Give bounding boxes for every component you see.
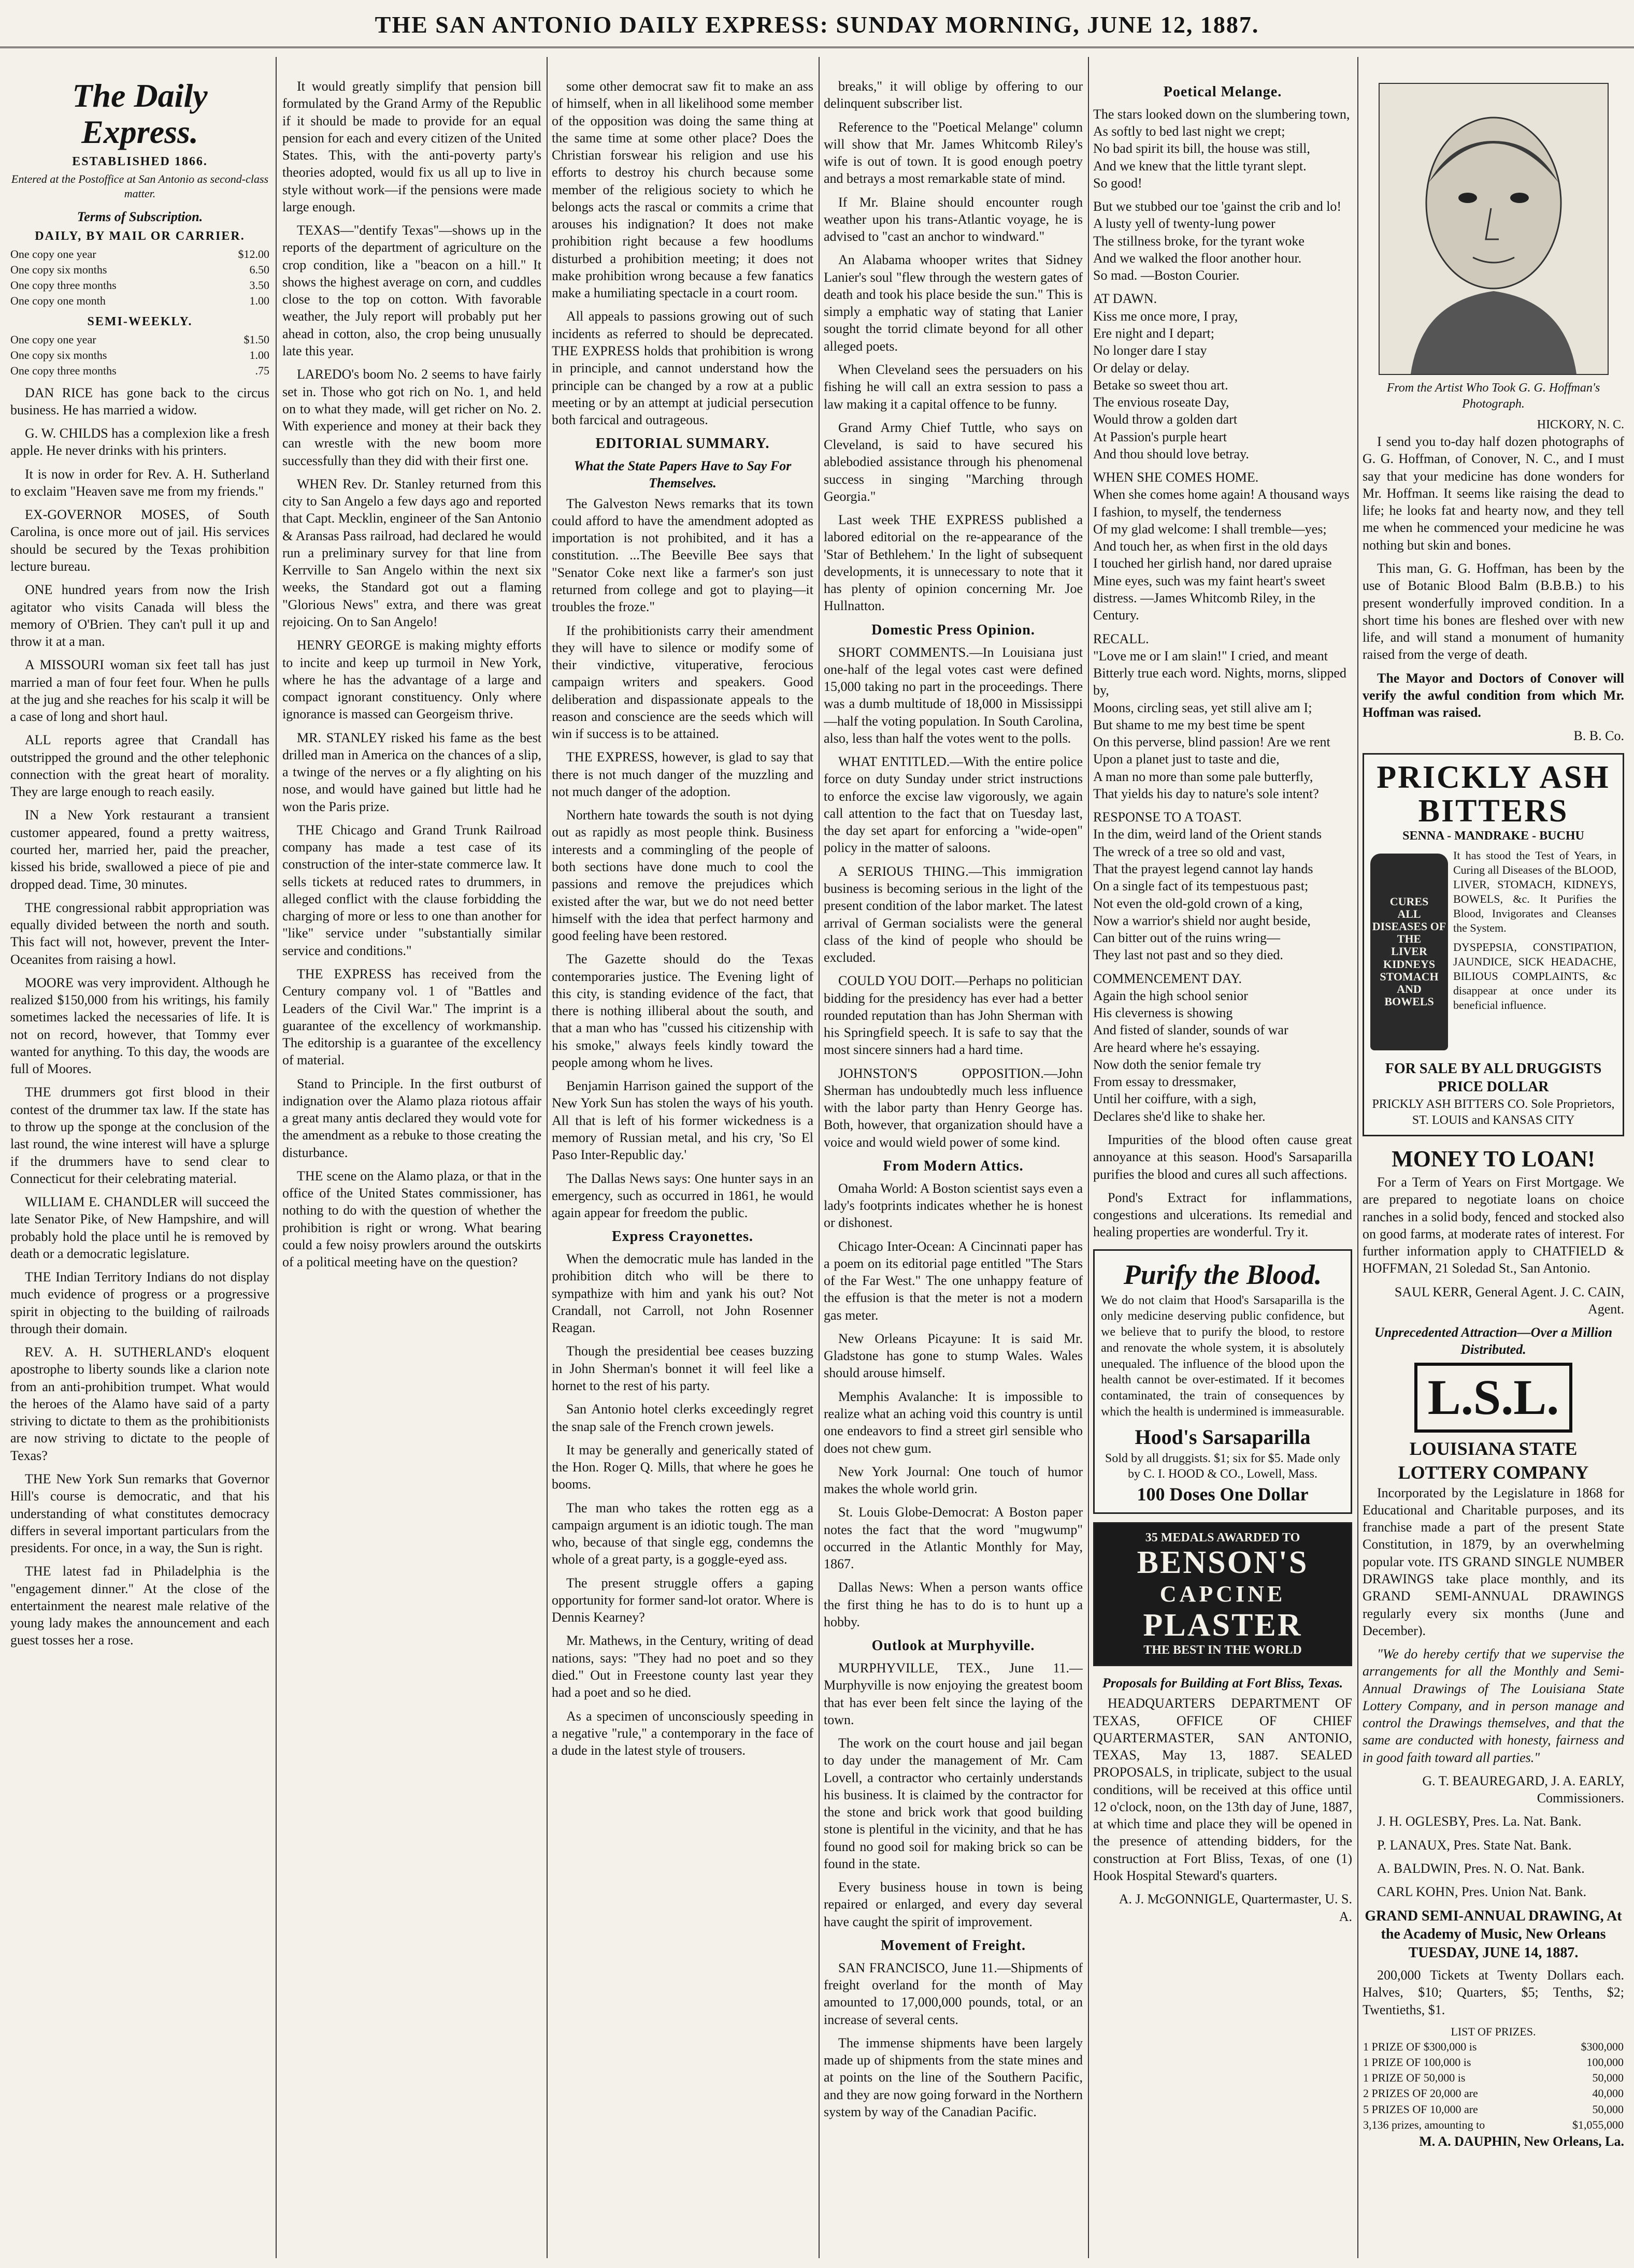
press-opinion-paragraphs [824,644,1083,1151]
rate-row [10,332,269,348]
lottery-drawing: GRAND SEMI-ANNUAL DRAWING, At the Academy of Music, New Orleans TUESDAY, JUNE 14, 1887. [1365,1908,1622,1961]
rate-row [10,348,269,363]
cures-line: KIDNEYS [1383,957,1436,971]
paragraph: THE latest fad in Philadelphia is the "engagement dinner." At the close of the entertainment the nearest male relative of the young lady makes the announcement and each guest tosses her a rose. [10,1564,269,1648]
poems [1093,106,1352,1125]
mayor-notice: The Mayor and Doctors of Conover will verify the awful condition from which Mr. Hoffman was raised. [1363,670,1624,720]
paragraph: This man, G. G. Hoffman, has been by the use of Botanic Blood Balm (B.B.B.) to his present wonderfully improved condition. In a short time his bones are fleshed over with new life, and will stand a monument of humanity raised from the verge of death. [1363,561,1624,662]
paragraph: THE Indian Territory Indians do not display much evidence of progress or a progressive spirit in objecting to the building of railroads through their domain. [10,1269,269,1336]
prize-label: 1 PRIZE OF 50,000 is [1363,2071,1466,2085]
paragraph: COULD YOU DOIT.—Perhaps no politician bidding for the presidency has ever had a better rounded reputation than has John Sherman with his Springfield speech. It is safe to say that the most sincere sinners had a hard time. [824,973,1083,1058]
rate-row [10,262,269,278]
prizes-heading: LIST OF PRIZES. [1451,2025,1536,2038]
rate-amount: $12.00 [238,247,269,261]
hoods-notice: Impurities of the blood often cause great annoyance at this season. Hood's Sarsaparilla purifies the blood and cures all such affections. [1093,1132,1352,1182]
lottery-title: LOUISIANA STATE LOTTERY COMPANY [1398,1438,1589,1483]
lottery-address: M. A. DAUPHIN, New Orleans, La. [1419,2133,1624,2149]
cures-line: ALL DISEASES OF THE [1372,907,1446,946]
paragraph: REV. A. H. SUTHERLAND's eloquent apostrophe to liberty sounds like a clarion note from an anti-prohibition trumpet. What would the heroes of the Alamo have said of a party striving to dictate to them as the prohibitionists are now striving to dictate to the people of Texas? [10,1345,269,1463]
paragraph: The Gazette should do the Texas contemporaries justice. The Evening light of this city, is standing evidence of the fact, that there is nothing illiberal about the south, and that a man who has "cussed his citizenship with his smoke," always feels kindly toward the people among whom he lives. [552,951,813,1070]
bensons-name: BENSON'S [1137,1544,1309,1580]
prickly-body-row [1370,848,1616,1056]
prickly-price: PRICE DOLLAR [1438,1079,1549,1095]
rate-label: One copy six months [10,349,107,362]
prickly-forsale: FOR SALE BY ALL DRUGGISTS [1385,1060,1602,1077]
modern-attics-paragraphs [824,1180,1083,1630]
paragraph: Memphis Avalanche: It is impossible to realize what an aching void this country is until one endeavors to find a street girl sensible who does not chew gum. [824,1389,1083,1456]
paragraph: WHEN SHE COMES HOME. When she comes home again! A thousand ways I fashion, to myself, the tenderness Of my glad welcome: I shall tremble—yes; And touch her, as when first in the old days I touched her girlish hand, nor dared upraise Mine eyes, such was my faint heart's sweet distress. —James Whitcomb Riley, in the Century. [1093,470,1350,623]
paragraph: Omaha World: A Boston scientist says even a lady's footprints indicates whether he is honest or dishonest. [824,1180,1083,1231]
paragraph: ALL reports agree that Crandall has outstripped the ground and the other telephonic connection with the great heart of morality. They are large enough to reach easily. [10,732,269,800]
paragraph: HENRY GEORGE is making mighty efforts to incite and keep up turmoil in New York, where he has the advantage of a large and compact ignorant constituency. Only where ignorance is massed can Georgeism thrive. [282,638,541,722]
purify-sold: Sold by all druggists. $1; six for $5. Made only by C. I. HOOD & CO., Lowell, Mass. [1105,1451,1340,1481]
paragraph: Dallas News: When a person wants office the first thing he has to do is to hunt up a hobby. [824,1580,1083,1629]
column-1-paragraphs [10,384,269,1649]
weekly-rates-table [10,332,269,379]
prize-amount: $1,055,000 [1572,2118,1624,2131]
portrait-illustration [1379,83,1609,375]
weekly-heading: SEMI-WEEKLY. [87,315,193,329]
dateline: HICKORY, N. C. [1537,418,1624,432]
modern-attics-heading: From Modern Attics. [883,1158,1024,1174]
paragraph: The immense shipments have been largely made up of shipments from the state mines and at points on the line of the Southern Pacific, and they are now going forward in the Northern system by way of the Canadian Pacific. [824,2035,1083,2119]
lottery-tickets: 200,000 Tickets at Twenty Dollars each. Halves, $10; Quarters, $5; Tenths, $2; Twentieths, $1. [1363,1968,1624,2017]
prize-label: 3,136 prizes, amounting to [1363,2118,1485,2131]
column-6 [1363,78,1624,2253]
paragraph: The Galveston News remarks that its town could afford to have the amendment adopted as importation is not prohibited, and it has a constitution. ...The Beeville Bee says that "Senator Coke next like a farmer's son just returned from college and got to playing—it troubles the froze." [552,496,813,615]
column-rule [276,57,277,2258]
prickly-text [1453,848,1616,1013]
paragraph: G. W. CHILDS has a complexion like a fresh apple. He never drinks with his printers. [10,426,269,458]
paragraph: Benjamin Harrison gained the support of the New York Sun has stolen the ways of his youth. All that is left of his former wickedness is a memory of Russian metal, and his cry, 'So El Paso Inter-Republic day.' [552,1078,813,1163]
paragraph: If the prohibitionists carry their amendment they will have to silence or modify some of their vindictive, vituperative, ferocious campaign writers and speakers. Good deliberation and dispassionate appeals to the reason and conscience are the seeds which will win if success is to be attained. [552,623,813,742]
rate-amount: 1.00 [249,294,269,308]
lottery-commissioners: G. T. BEAUREGARD, J. A. EARLY, Commissioners. [1422,1773,1624,1806]
proposals-heading: Proposals for Building at Fort Bliss, Texas. [1102,1675,1343,1691]
prickly-sub: SENNA - MANDRAKE - BUCHU [1402,829,1584,843]
paragraph: As a specimen of unconsciously speeding in a negative "rule," a contemporary in the face of a dude in the latest style of trousers. [552,1708,813,1758]
rates-heading: DAILY, BY MAIL OR CARRIER. [35,229,245,243]
paragraph: The Dallas News says: One hunter says in an emergency, such as occurred in 1861, he would again appear for freedom the public. [552,1171,813,1221]
prize-amount: 50,000 [1592,2071,1624,2085]
daily-rates-table [10,247,269,309]
paragraph: WHAT ENTITLED.—With the entire police force on duty Sunday under strict instructions to enforce the excise law vigorously, we again call attention to the fact that on Tuesday last, the day set apart for enforcing a "wide-open" policy in the matter of saloons. [824,754,1083,856]
column-3 [552,78,813,2253]
bottle-icon [1370,854,1448,1050]
paragraph: The stars looked down on the slumbering town, As softly to bed last night we crept; No bad spirit its bill, the house was still, And we knew that the little tyrant slept. So good! [1093,106,1350,191]
paragraph: LAREDO's boom No. 2 seems to have fairly set in. Those who got rich on No. 1, and held on to what they made, will get richer on No. 2. With experience and money at their back they can wrestle with the new boom more successfully than they did with their first one. [282,367,541,468]
paragraph: THE scene on the Alamo plaza, or that in the office of the United States commissioner, has nothing to do with the question of whether the prohibition is right or wrong. What bearing could a few noisy prowlers around the outskirts of a political meeting have on the question? [282,1168,541,1270]
freight-paragraphs [824,1959,1083,2120]
prize-label: 1 PRIZE OF $300,000 is [1363,2040,1477,2053]
paragraph: It would greatly simplify that pension bill formulated by the Grand Army of the Republic if it should be made to provide for an equal pension for each and every citizen of the United States. This, with the anti-poverty party's theories adopted, would fix us all up to live in style without work—if the pensions were made large enough. [282,79,541,214]
press-opinion-heading: Domestic Press Opinion. [871,622,1035,638]
prize-row [1363,2070,1624,2086]
editorial-summary-subheading: What the State Papers Have to Say For Themselves. [574,458,792,491]
paragraph: THE drummers got first blood in their contest of the drummer tax law. If the state has to throw up the sponge at the conclusion of the last round, the wine interest will have a splurge if the drummers have to send clear to Connecticut for their celebrating material. [10,1085,269,1186]
paragraph: THE EXPRESS has received from the Century company vol. 1 of "Battles and Leaders of the Civil War." The imprint is a guarantee of the excellency of workmanship. The editorship is a guarantee of the excellency of material. [282,966,541,1068]
paragraph: San Antonio hotel clerks exceedingly regret the snap sale of the French crown jewels. [552,1402,813,1434]
column-rule [1357,57,1358,2258]
prize-amount: 40,000 [1592,2087,1624,2100]
prickly-body: It has stood the Test of Years, in Curing all Diseases of the BLOOD, LIVER, STOMACH, KIDNEYS, BOWELS, &c. It Purifies the Blood, Invigorates and Cleanses the System. [1453,848,1616,935]
mayor-sign: B. B. Co. [1573,728,1624,744]
editorial-summary-heading: EDITORIAL SUMMARY. [595,436,770,452]
prizes-table [1363,2039,1624,2133]
paragraph: The present struggle offers a gaping opportunity for former sand-lot orator. Where is Dennis Kearney? [552,1575,813,1625]
masthead: THE SAN ANTONIO DAILY EXPRESS: SUNDAY MORNING, JUNE 12, 1887. [0,0,1634,48]
paragraph: Last week THE EXPRESS published a labored editorial on the re-appearance of the 'Star of Bethlehem.' In the light of subsequent developments, it is unnecessary to note that it has plenty of opinion concerning Mr. Joe Hullnatton. [824,512,1083,614]
paragraph: When the democratic mule has landed in the prohibition ditch who will be there to sympathize with him and yank his out? Not Crandall, not Carroll, not John Rosenner Reagan. [552,1251,813,1336]
prize-label: 1 PRIZE OF 100,000 is [1363,2056,1471,2069]
ponds-notice: Pond's Extract for inflammations, congestions and ulcerations. Its remedial and healing properties are wonderful. Try it. [1093,1190,1352,1240]
paragraph: New York Journal: One touch of humor makes the whole world grin. [824,1464,1083,1497]
prize-label: 2 PRIZES OF 20,000 are [1363,2087,1478,2100]
proposals-signature: A. J. McGONNIGLE, Quartermaster, U. S. A. [1119,1891,1352,1924]
cures-line: LIVER [1391,945,1427,958]
paragraph: THE New York Sun remarks that Governor Hill's course is democratic, and that his understanding of what constitutes democracy differs in several important particulars from the presidents. For once, in a way, the Sun is right. [10,1471,269,1556]
prize-row [1363,2086,1624,2101]
paragraph: It may be generally and generically stated of the Hon. Roger Q. Mills, that where he goes he booms. [552,1442,813,1492]
bottle-label [1370,895,1448,1008]
column-5 [1093,78,1352,2253]
paragraph: THE congressional rabbit appropriation was equally divided between the north and south. This fact will not, however, prevent the Inter-Oceanites from raising a howl. [10,900,269,967]
prize-row [1363,2117,1624,2133]
hoffman-paragraphs [1363,433,1624,663]
rate-row [10,278,269,293]
paragraph: All appeals to passions growing out of such incidents as referred to should be deprecated. THE EXPRESS holds that prohibition is wrong in principle, and cannot understand how the principle can be changed by a row at a public meeting or by an attempt at judicial persecution both farcical and outrageous. [552,309,813,428]
proposals-body: HEADQUARTERS DEPARTMENT OF TEXAS, OFFICE OF CHIEF QUARTERMASTER, SAN ANTONIO, TEXAS, May 13, 1887. SEALED PROPOSALS, in triplicate, subject to the usual conditions, will be received at this office until 12 o'clock, noon, on the 13th day of June, 1887, at which time and place they will be opened in the presence of attending bidders, for the construction at Fort Bliss, Texas, of one (1) Hook Hospital Steward's quarters. [1093,1696,1352,1883]
prize-label: 5 PRIZES OF 10,000 are [1363,2102,1478,2116]
column-2 [282,78,541,2253]
paragraph: COMMENCEMENT DAY. Again the high school senior His cleverness is showing And fisted of slander, sounds of war Are heard where he's essaying. Now doth the senior female try From essay to dressmaker, Until her coiffure, with a sigh, Declares she'd like to shake her. [1093,971,1288,1124]
paragraph: some other democrat saw fit to make an ass of himself, when in all likelihood some member of the opposition was doing the same thing at the same time at some other place? Does the Christian forswear his religion and use his efforts to destroy his church because some member of the religious society to which he belongs acts the rascal or commits a crime that arouses his indignation? It does not make prohibition right because a few hoodlums disturbed a prohibition meeting; it does not make prohibition wrong because a few fanatics make a humiliating spectacle in a court room. [552,79,813,301]
rate-label: One copy one year [10,247,96,261]
paragraph: AT DAWN. Kiss me once more, I pray, Ere night and I depart; No longer dare I stay Or delay or delay. Betake so sweet thou art. The envious roseate Day, Would throw a golden dart At Passion's purple heart And thou should love betray. [1093,291,1249,461]
lottery-head: Unprecedented Attraction—Over a Million Distributed. [1374,1325,1613,1357]
bensons-best: THE BEST IN THE WORLD [1143,1643,1302,1657]
purify-blood-ad [1093,1249,1352,1514]
rate-row [10,363,269,379]
paragraph: A. BALDWIN, Pres. N. O. Nat. Bank. [1377,1860,1585,1876]
lottery-body: Incorporated by the Legislature in 1868 for Educational and Charitable purposes, and its franchise made a part of the present State Constitution, in 1879, by an overwhelming popular vote. ITS GRAND SINGLE NUMBER DRAWINGS take place monthly, and its GRAND SEMI-ANNUAL DRAWINGS regularly every six months (June and December). [1363,1485,1624,1638]
paragraph: RESPONSE TO A TOAST. In the dim, weird land of the Orient stands The wreck of a tree so old and vast, That the prayest legend cannot lay hands On a single fact of its tempestuous past; Not even the old-gold crown of a king, Now a warrior's shield nor aught beside, Can bitter out of the ruins wring— They last not past and so they died. [1093,810,1322,963]
paragraph: MURPHYVILLE, TEX., June 11.—Murphyville is now enjoying the greatest boom that has ever been felt since the laying of the town. [824,1660,1083,1727]
bensons-plaster: PLASTER [1143,1608,1302,1643]
money-sign: SAUL KERR, General Agent. J. C. CAIN, Agent. [1394,1284,1624,1317]
freight-heading: Movement of Freight. [881,1937,1026,1954]
paragraph: SHORT COMMENTS.—In Louisiana just one-half of the legal votes cast were defined 15,000 taking no part in the proceedings. There was a dumb multitude of 18,000 in Mississippi—half the voting population. In South Carolina, also, less than half the votes went to the polls. [824,644,1083,746]
terms-heading: Terms of Subscription. [77,209,203,224]
paragraph: TEXAS—"dentify Texas"—shows up in the reports of the department of agriculture on the crop condition, like a "beacon on a hill." It shows the highest average on corn, and cuddles close to the top on cotton. With favorable weather, the July report will probably put her ahead in cotton, also, the crop being unusually late this year. [282,223,541,358]
established-line: ESTABLISHED 1866. [72,154,208,168]
rate-label: One copy one month [10,294,106,308]
prickly-maker: PRICKLY ASH BITTERS CO. Sole Proprietors, ST. LOUIS and KANSAS CITY [1372,1097,1615,1127]
column-3-paragraphs [552,78,813,428]
paragraph: Reference to the "Poetical Melange" column will show that Mr. James Whitcomb Riley's wife is out of town. It is good enough poetry and betrays a most remarkable state of mind. [824,119,1083,186]
rate-label: One copy three months [10,279,117,292]
paragraph: P. LANAUX, Pres. State Nat. Bank. [1377,1837,1572,1853]
paragraph: breaks," it will oblige by offering to our delinquent subscriber list. [824,79,1083,111]
paragraph: J. H. OGLESBY, Pres. La. Nat. Bank. [1377,1814,1582,1829]
rate-row [10,247,269,262]
nameplate: The Daily Express. [72,78,208,151]
paragraph: St. Louis Globe-Democrat: A Boston paper notes the fact that the word "mugwump" occurred in the Atlantic Monthly for May, 1867. [824,1505,1083,1572]
paragraph: New Orleans Picayune: It is said Mr. Gladstone has gone to stump Wales. Wales should arouse himself. [824,1331,1083,1381]
column-rule [1088,57,1089,2258]
paragraph: I send you to-day half dozen photographs of G. G. Hoffman, of Conover, N. C., and I must say that your medicine has done wonders for Mr. Hoffman. It seems like raising the dead to life; he looks fat and hearty now, and they tell me when he commenced your medicine he was nothing but skin and bones. [1363,434,1624,553]
prickly-ash-ad [1363,753,1624,1136]
crayonettes-heading: Express Crayonettes. [611,1229,753,1245]
column-rule [819,57,820,2258]
paragraph: Though the presidential bee ceases buzzing in John Sherman's bonnet it will feel like a hornet to the rest of his party. [552,1344,813,1393]
column-4-paragraphs [824,78,1083,615]
bensons-capcine: CAPCINE [1159,1581,1286,1607]
paragraph: IN a New York restaurant a transient customer appeared, found a pretty waitress, courted her, married her, paid the preacher, kissed his bride, swallowed a piece of pie and dropped dead. Time, 30 minutes. [10,807,269,892]
portrait-caption: From the Artist Who Took G. G. Hoffman's Photograph. [1386,381,1600,411]
paragraph: The man who takes the rotten egg as a campaign argument is an idiotic tough. The man who, because of that single egg, condemns the whole of a great party, is a goggle-eyed ass. [552,1500,813,1567]
paragraph: It is now in order for Rev. A. H. Sutherland to exclaim "Heaven save me from my friends." [10,466,269,499]
paragraph: WILLIAM E. CHANDLER will succeed the late Senator Pike, of New Hampshire, and will probably hold the place until he is removed by death or a democratic legislature. [10,1194,269,1261]
paragraph: THE EXPRESS, however, is glad to say that there is not much danger of the muzzling and not much danger of the adoption. [552,749,813,799]
paragraph: WHEN Rev. Dr. Stanley returned from this city to San Angelo a few days ago and reported that Capt. Mecklin, engineer of the San Antonio & Aransas Pass railroad, had declared he would run a preliminary survey for that line from Kerrville to San Angelo within the next six weeks, the Standard got out a flaming "Glorious News" extra, and there was great rejoicing. On to San Angelo! [282,476,541,629]
crayonettes-paragraphs [552,1250,813,1759]
paragraph: THE Chicago and Grand Trunk Railroad company has made a test case of its construction of the inter-state commerce law. It sells tickets at reduced rates to drummers, in alleged conflict with the clause forbidding the charging of more or less to one than another for "like" service under "substantially similar service and conditions." [282,822,541,958]
paragraph: But we stubbed our toe 'gainst the crib and lo! A lusty yell of twenty-lung power The stillness broke, for the tyrant woke And we walked the floor another hour. So mad. —Boston Courier. [1093,199,1342,283]
cures-line: CURES [1389,894,1429,908]
paragraph: The work on the court house and jail began to day under the management of Mr. Cam Lovell, a contractor who certainly understands his business. It is claimed by the contractor for the stone and brick work that good building stone is plentiful in the vicinity, and that he has found no good soil for making brick so can be found in the state. [824,1736,1083,1871]
column-4 [824,78,1083,2253]
rate-row [10,293,269,309]
money-title: MONEY TO LOAN! [1392,1146,1595,1172]
paragraph: Northern hate towards the south is not dying out as rapidly as most people think. Business interests and a commingling of the people of both sections have done much to cool the passions and remove the prejudices which existed after the war, but we do not need better himself with the idea that perfect harmony and good feeling have been restored. [552,807,813,944]
paragraph: RECALL. "Love me or I am slain!" I cried, and meant Bitterly true each word. Nights, morns, slipped by, Moons, circling seas, yet still alive am I; But shame to me my best time be spent On this perverse, blind passion! Are we rent Upon a planet just to taste and die, A man no more than some pale butterfly, That yields his day to nature's sole intent? [1093,631,1346,801]
lottery-banks [1363,1813,1624,1900]
cures-line: AND [1397,983,1422,996]
paragraph: MR. STANLEY risked his fame as the best drilled man in America on the chances of a slip, a twinge of the nerves or a fly alighting on his nose, and would have gained but little had he won the Paris prize. [282,730,541,814]
prize-row [1363,2102,1624,2117]
paragraph: When Cleveland sees the persuaders on his fishing he will call an extra session to pass a law making it a capital offence to be funny. [824,362,1083,412]
editorial-summary-paragraphs [552,495,813,1222]
paragraph: JOHNSTON'S OPPOSITION.—John Sherman has undoubtedly much less influence with the labor party than Henry George has. Both, however, that organization should have a voice and would wield power of some kind. [824,1065,1083,1150]
prickly-title-2: BITTERS [1418,793,1569,829]
money-body: For a Term of Years on First Mortgage. We are prepared to negotiate loans on choice ranches in a solid body, fenced and stocked also on good farms, at moderate rates of interest. For further information apply to CHATFIELD & HOFFMAN, 21 Soledad St., San Antonio. [1363,1174,1624,1276]
bensons-medals: 35 MEDALS AWARDED TO [1145,1531,1300,1545]
prize-amount: 50,000 [1592,2102,1624,2116]
prickly-title-1: PRICKLY ASH [1377,759,1610,795]
purify-tagline: 100 Doses One Dollar [1137,1484,1309,1505]
rate-label: One copy one year [10,333,96,346]
paragraph: Mr. Mathews, in the Century, writing of dead nations, says: "They had no poet and so they died." Out in Freestone county last year they had a poet and so he died. [552,1633,813,1700]
bensons-plaster-ad [1093,1522,1352,1666]
prize-row [1363,2055,1624,2070]
rate-label: One copy six months [10,263,107,276]
rate-amount: .75 [255,364,269,378]
purify-title: Purify the Blood. [1123,1259,1322,1290]
purify-body: We do not claim that Hood's Sarsaparilla is the only medicine deserving public confidence, but we believe that to purify the blood, to restore and renovate the whole system, it is absolutely unequaled. The influence of the blood upon the health cannot be over-estimated. If it becomes contaminated, the train of consequences by which the health is undermined is immeasurable. [1101,1293,1344,1419]
rate-label: One copy three months [10,364,117,378]
lottery-body-2: "We do hereby certify that we supervise the arrangements for all the Monthly and Semi-Annual Drawings of The Louisiana State Lottery Company, and in person manage and control the Drawings themselves, and that the same are conducted with honesty, fairness and in good faith toward all parties." [1363,1646,1624,1765]
paragraph: MOORE was very improvident. Although he realized $150,000 from his writings, his family sometimes lacked the necessaries of life. It is not on record, however, that Tommy ever wanted for anything. To this day, the woods are full of Moores. [10,975,269,1077]
rate-amount: 1.00 [249,349,269,362]
rate-amount: 3.50 [249,279,269,292]
paragraph: Every business house in town is being repaired or enlarged, and every day several have caught the spirit of improvement. [824,1880,1083,1929]
column-2-paragraphs [282,78,541,1271]
column-1 [10,78,269,2253]
column-rule [547,57,548,2258]
cures-line: STOMACH [1380,970,1439,983]
paragraph: Chicago Inter-Ocean: A Cincinnati paper has a poem on its editorial page entitled "The Stars of the Far West." The one unhappy feature of the effusion is that the meter is not a modern gas meter. [824,1238,1083,1323]
paragraph: DAN RICE has gone back to the circus business. He has married a widow. [10,385,269,417]
paragraph: EX-GOVERNOR MOSES, of South Carolina, is once more out of jail. His services should be secured by the Texas prohibition lecture bureau. [10,507,269,574]
prize-amount: 100,000 [1586,2056,1624,2069]
paragraph: SAN FRANCISCO, June 11.—Shipments of freight overland for the month of May amounted to 17,000,000 pounds, total, or an increase of several cents. [824,1960,1083,2027]
paragraph: A SERIOUS THING.—This immigration business is becoming serious in the light of the present condition of the labor market. The latest arrival of German socialists were the general class of the kind of people who should be excluded. [824,863,1083,965]
paragraph: Grand Army Chief Tuttle, who says on Cleveland, is said to have secured his ablebodied assistance through his phenomenal success in singing "Marching through Georgia." [824,420,1083,504]
poetical-melange-heading: Poetical Melange. [1163,84,1282,100]
paragraph: CARL KOHN, Pres. Union Nat. Bank. [1377,1884,1587,1900]
cures-line: BOWELS [1384,995,1434,1008]
rate-amount: $1.50 [243,333,269,346]
prize-row [1363,2039,1624,2055]
prize-amount: $300,000 [1581,2040,1624,2053]
lsl-logo: L.S.L. [1414,1363,1572,1433]
paragraph: An Alabama whooper writes that Sidney Lanier's soul "flew through the western gates of death and took his place beside the sun." This is simply a emphatic way of stating that Lanier sought the torrid climate beyond for all other alleged poets. [824,252,1083,354]
murphyville-paragraphs [824,1659,1083,1930]
paragraph: A MISSOURI woman six feet tall has just married a man of four feet four. When he pulls at the jug and she reaches for his scalp it will be a case of long and short haul. [10,657,269,725]
entered-notice: Entered at the Postoffice at San Antonio as second-class matter. [11,172,269,200]
murphyville-heading: Outlook at Murphyville. [871,1638,1035,1654]
paragraph: If Mr. Blaine should encounter rough weather upon his trans-Atlantic voyage, he is advised to "cast an anchor to windward." [824,194,1083,244]
prickly-body-2: DYSPEPSIA, CONSTIPATION, JAUNDICE, SICK HEADACHE, BILIOUS COMPLAINTS, &c disappear at once under its beneficial influence. [1453,940,1616,1012]
purify-brand: Hood's Sarsaparilla [1135,1425,1311,1449]
paragraph: Stand to Principle. In the first outburst of indignation over the Alamo plaza riotous affair a great many antis declared they would vote for the amendment as a rebuke to those creating the disturbance. [282,1076,541,1160]
paragraph: ONE hundred years from now the Irish agitator who visits Canada will bless the memory of O'Brien. They can't pull it up and throw it at a man. [10,582,269,649]
rate-amount: 6.50 [249,263,269,276]
